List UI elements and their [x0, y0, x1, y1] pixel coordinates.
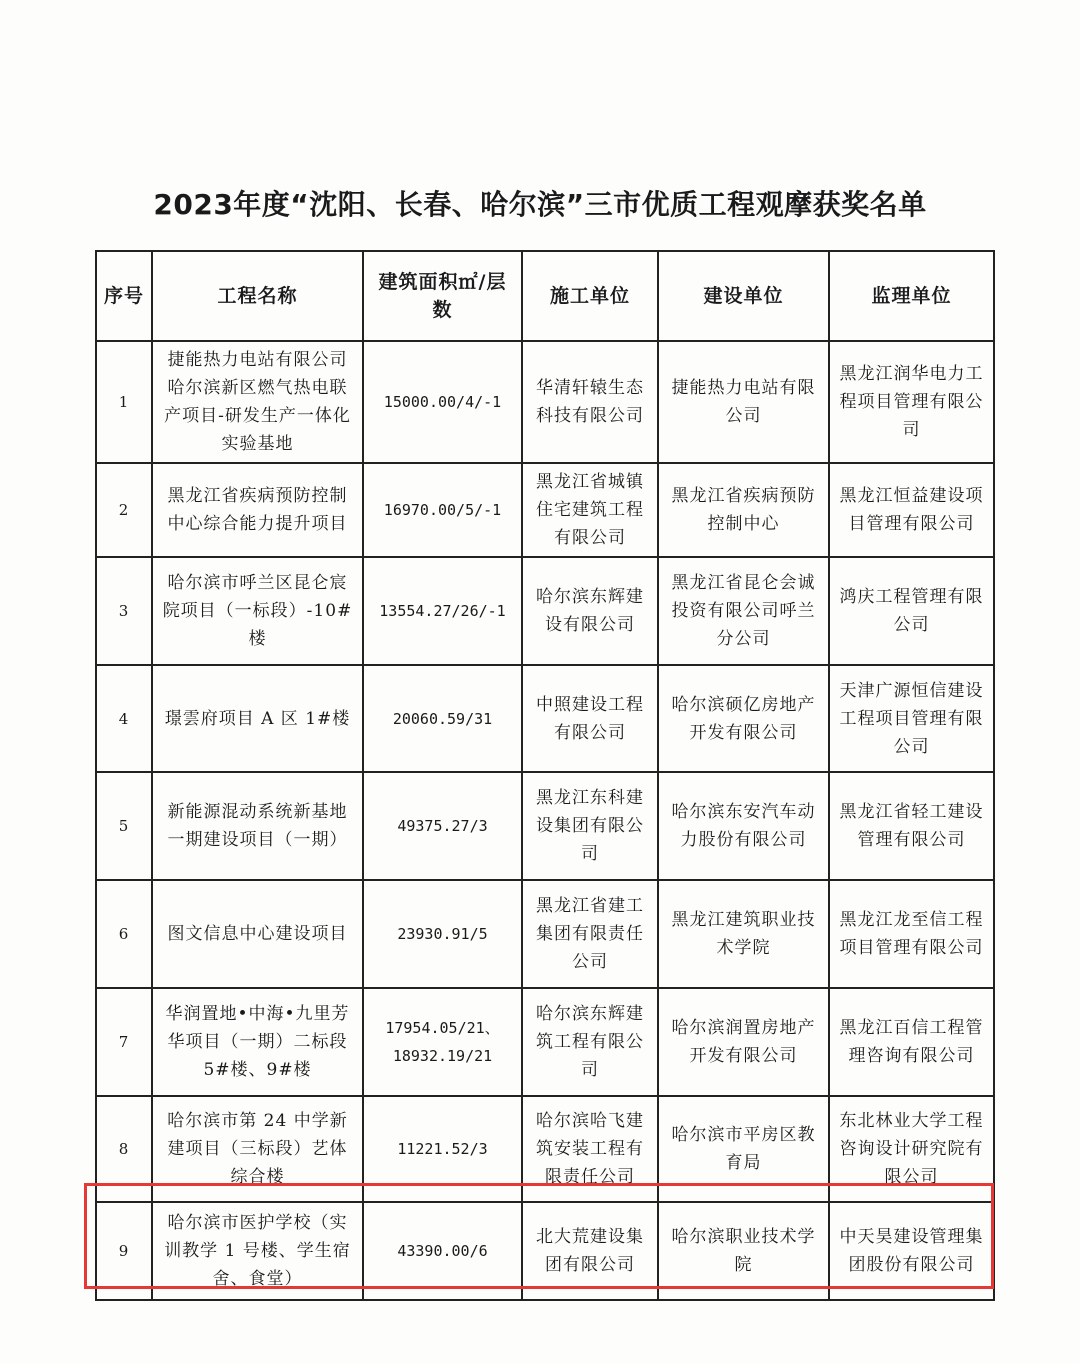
row-builder: 哈尔滨东辉建设有限公司 — [522, 557, 658, 665]
row-builder: 哈尔滨哈飞建筑安装工程有限责任公司 — [522, 1096, 658, 1202]
table-header-row — [96, 251, 994, 341]
row-supervisor: 东北林业大学工程咨询设计研究院有限公司 — [829, 1096, 994, 1202]
table-row — [96, 772, 994, 880]
row-builder: 北大荒建设集团有限公司 — [522, 1202, 658, 1300]
row-no: 9 — [96, 1202, 152, 1300]
row-area: 20060.59/31 — [363, 665, 522, 772]
row-owner: 黑龙江建筑职业技术学院 — [658, 880, 829, 988]
row-owner: 黑龙江省昆仑会诚投资有限公司呼兰分公司 — [658, 557, 829, 665]
table-row — [96, 988, 994, 1096]
row-supervisor: 黑龙江润华电力工程项目管理有限公司 — [829, 341, 994, 463]
row-project: 新能源混动系统新基地一期建设项目（一期） — [152, 772, 363, 880]
row-builder: 华清轩辕生态科技有限公司 — [522, 341, 658, 463]
header-project: 工程名称 — [152, 251, 363, 341]
table-row — [96, 665, 994, 772]
row-owner: 哈尔滨职业技术学院 — [658, 1202, 829, 1300]
header-supervisor: 监理单位 — [829, 251, 994, 341]
row-owner: 捷能热力电站有限公司 — [658, 341, 829, 463]
header-no: 序号 — [96, 251, 152, 341]
row-area: 49375.27/3 — [363, 772, 522, 880]
row-area: 43390.00/6 — [363, 1202, 522, 1300]
row-owner: 哈尔滨市平房区教育局 — [658, 1096, 829, 1202]
row-area: 16970.00/5/-1 — [363, 463, 522, 557]
row-project: 图文信息中心建设项目 — [152, 880, 363, 988]
row-builder: 黑龙江省城镇住宅建筑工程有限公司 — [522, 463, 658, 557]
row-no: 7 — [96, 988, 152, 1096]
row-no: 4 — [96, 665, 152, 772]
row-no: 3 — [96, 557, 152, 665]
row-owner: 哈尔滨硕亿房地产开发有限公司 — [658, 665, 829, 772]
row-project: 捷能热力电站有限公司哈尔滨新区燃气热电联产项目-研发生产一体化实验基地 — [152, 341, 363, 463]
header-owner: 建设单位 — [658, 251, 829, 341]
table-row — [96, 1096, 994, 1202]
table-row — [96, 880, 994, 988]
table-row — [96, 557, 994, 665]
table-row — [96, 463, 994, 557]
table-row — [96, 1202, 994, 1300]
document-title: 2023年度“沈阳、长春、哈尔滨”三市优质工程观摩获奖名单 — [153, 188, 927, 221]
row-no: 1 — [96, 341, 152, 463]
row-supervisor: 黑龙江龙至信工程项目管理有限公司 — [829, 880, 994, 988]
row-area: 17954.05/21、18932.19/21 — [363, 988, 522, 1096]
row-supervisor: 黑龙江恒益建设项目管理有限公司 — [829, 463, 994, 557]
row-project: 华润置地•中海•九里芳华项目（一期）二标段 5#楼、9#楼 — [152, 988, 363, 1096]
row-area: 13554.27/26/-1 — [363, 557, 522, 665]
row-supervisor: 中天昊建设管理集团股份有限公司 — [829, 1202, 994, 1300]
row-supervisor: 黑龙江百信工程管理咨询有限公司 — [829, 988, 994, 1096]
row-project: 哈尔滨市医护学校（实训教学 1 号楼、学生宿舍、食堂） — [152, 1202, 363, 1300]
row-project: 黑龙江省疾病预防控制中心综合能力提升项目 — [152, 463, 363, 557]
header-builder: 施工单位 — [522, 251, 658, 341]
row-project: 璟雲府项目 A 区 1#楼 — [152, 665, 363, 772]
row-area: 11221.52/3 — [363, 1096, 522, 1202]
row-supervisor: 鸿庆工程管理有限公司 — [829, 557, 994, 665]
row-no: 6 — [96, 880, 152, 988]
row-no: 5 — [96, 772, 152, 880]
row-supervisor: 黑龙江省轻工建设管理有限公司 — [829, 772, 994, 880]
row-builder: 黑龙江省建工集团有限责任公司 — [522, 880, 658, 988]
row-owner: 黑龙江省疾病预防控制中心 — [658, 463, 829, 557]
table-row — [96, 341, 994, 463]
row-area: 23930.91/5 — [363, 880, 522, 988]
awards-table — [95, 250, 995, 1301]
row-no: 8 — [96, 1096, 152, 1202]
row-supervisor: 天津广源恒信建设工程项目管理有限公司 — [829, 665, 994, 772]
row-project: 哈尔滨市第 24 中学新建项目（三标段）艺体综合楼 — [152, 1096, 363, 1202]
row-owner: 哈尔滨润置房地产开发有限公司 — [658, 988, 829, 1096]
row-builder: 哈尔滨东辉建筑工程有限公司 — [522, 988, 658, 1096]
row-project: 哈尔滨市呼兰区昆仑宸院项目（一标段）-10#楼 — [152, 557, 363, 665]
row-area: 15000.00/4/-1 — [363, 341, 522, 463]
row-builder: 黑龙江东科建设集团有限公司 — [522, 772, 658, 880]
row-no: 2 — [96, 463, 152, 557]
header-area: 建筑面积㎡/层数 — [363, 251, 522, 341]
row-owner: 哈尔滨东安汽车动力股份有限公司 — [658, 772, 829, 880]
row-builder: 中照建设工程有限公司 — [522, 665, 658, 772]
